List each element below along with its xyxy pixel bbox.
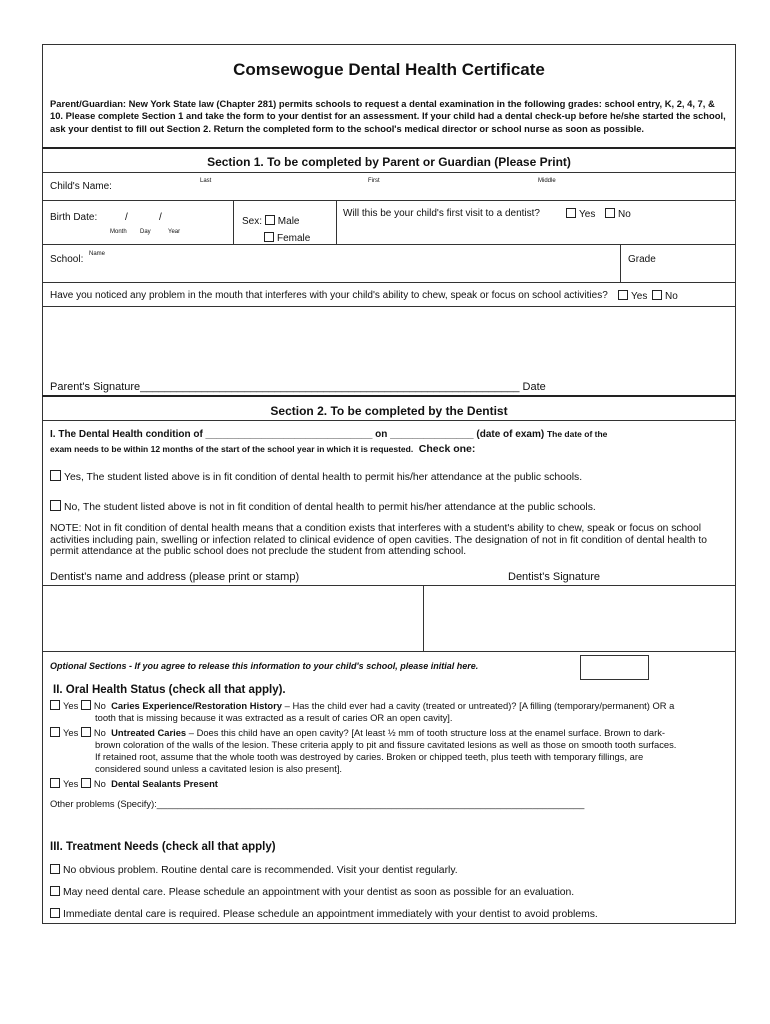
fit-yes-label: Yes, The student listed above is in fit condition of dental health to permit his/her attendance at the public schools. bbox=[64, 472, 583, 483]
date-label: Date bbox=[522, 381, 546, 393]
treatment-option-2 bbox=[50, 886, 574, 898]
caries-no-checkbox[interactable] bbox=[81, 700, 91, 710]
school-label: School: bbox=[50, 254, 84, 265]
school-name-caption: Name bbox=[89, 251, 106, 257]
untreated-yes-checkbox[interactable] bbox=[50, 727, 60, 737]
sealants-label: Dental Sealants Present bbox=[111, 778, 218, 789]
dentist-name-label: Dentist's name and address (please print or stamp) bbox=[50, 571, 300, 583]
page-title: Comsewogue Dental Health Certificate bbox=[233, 60, 545, 79]
first-name-caption: First bbox=[368, 178, 380, 184]
untreated-text-2: brown coloration of the walls of the lesion. These criteria apply to pit and fissure cavitated lesions as well as those on smooth tooth surfaces. bbox=[95, 739, 677, 750]
date-slash: / bbox=[125, 212, 128, 223]
divider bbox=[42, 244, 736, 245]
untreated-no-checkbox[interactable] bbox=[81, 727, 91, 737]
sex-text: Sex: bbox=[242, 216, 263, 227]
untreated-text-3: If retained root, assume that the whole tooth was destroyed by caries. Broken or chipped teeth, plus teeth with temporary fillings, are bbox=[95, 751, 644, 762]
divider bbox=[42, 651, 736, 652]
divider bbox=[42, 200, 736, 201]
condition-text: I. The Dental Health condition of ______________________________ on _______________ (date of exam) bbox=[50, 429, 545, 440]
month-caption: Month bbox=[110, 229, 127, 235]
divider bbox=[42, 420, 736, 421]
caries-text-2: tooth that is missing because it was extracted as a result of caries OR an open cavity]. bbox=[95, 712, 453, 723]
exam-window-text: exam needs to be within 12 months of the start of the school year in which it is requested. bbox=[50, 444, 414, 454]
divider bbox=[42, 395, 736, 397]
day-caption: Day bbox=[140, 229, 151, 235]
fit-no-checkbox[interactable] bbox=[50, 500, 61, 511]
divider bbox=[42, 147, 736, 149]
dentist-signature-label: Dentist's Signature bbox=[508, 571, 600, 583]
fit-yes-option bbox=[50, 470, 582, 483]
parent-signature-line[interactable] bbox=[50, 381, 546, 393]
divider bbox=[620, 244, 621, 282]
exam-window-line bbox=[50, 443, 475, 455]
divider bbox=[336, 200, 337, 244]
divider bbox=[233, 200, 234, 244]
no-label: No bbox=[93, 700, 106, 711]
male-label: Male bbox=[277, 216, 300, 227]
caries-text: – Has the child ever had a cavity (treated or untreated)? [A filling (temporary/permanent) OR a bbox=[284, 700, 675, 711]
sex-label bbox=[242, 215, 299, 227]
first-visit-no-checkbox[interactable] bbox=[605, 208, 615, 218]
first-visit-question: Will this be your child's first visit to a dentist? bbox=[343, 208, 540, 219]
divider bbox=[42, 585, 736, 586]
untreated-text-4: considered sound unless a cavitated lesion is also present]. bbox=[95, 763, 343, 774]
treatment-option-1 bbox=[50, 864, 458, 876]
no-label: No bbox=[93, 727, 106, 738]
no-label: No bbox=[618, 209, 631, 220]
grade-label: Grade bbox=[628, 254, 656, 265]
untreated-text: – Does this child have an open cavity? [At least ½ mm of tooth structure loss at the enamel surface. Brown to dark- bbox=[188, 727, 666, 738]
form-frame bbox=[42, 44, 736, 924]
date-slash: / bbox=[159, 212, 162, 223]
childs-name-label: Child's Name: bbox=[50, 181, 112, 192]
check-one-label: Check one: bbox=[418, 443, 476, 455]
sealants-no-checkbox[interactable] bbox=[81, 778, 91, 788]
other-problems-line[interactable]: Other problems (Specify):__________________________________________________________________________________ bbox=[50, 798, 585, 809]
divider bbox=[42, 306, 736, 307]
treatment-3-checkbox[interactable] bbox=[50, 908, 60, 918]
female-checkbox[interactable] bbox=[264, 232, 274, 242]
treatment-1-checkbox[interactable] bbox=[50, 864, 60, 874]
yes-label: Yes bbox=[579, 209, 596, 220]
problem-no-checkbox[interactable] bbox=[652, 290, 662, 300]
fit-no-label: No, The student listed above is not in fit condition of dental health to permit his/her attendance at the public schools. bbox=[64, 502, 596, 513]
treatment-3-label: Immediate dental care is required. Please schedule an appointment immediately with your dentist to avoid problems. bbox=[63, 909, 598, 920]
oral-health-heading: II. Oral Health Status (check all that apply). bbox=[53, 684, 286, 696]
untreated-row bbox=[50, 727, 665, 738]
birth-date-label: Birth Date: bbox=[50, 212, 98, 223]
yes-label: Yes bbox=[63, 700, 79, 711]
divider bbox=[42, 282, 736, 283]
first-visit-no bbox=[605, 208, 631, 220]
parent-signature-label: Parent's Signature bbox=[50, 381, 141, 393]
yes-label: Yes bbox=[63, 778, 79, 789]
sealants-row bbox=[50, 778, 218, 789]
optional-notice: Optional Sections - If you agree to release this information to your child's school, please initial here. bbox=[50, 661, 479, 671]
caries-label: Caries Experience/Restoration History bbox=[111, 700, 283, 711]
female-option bbox=[264, 232, 310, 244]
signature-blank: ______________________________________________________________ bbox=[140, 381, 520, 393]
condition-text-tail: The date of the bbox=[546, 429, 608, 439]
section2-heading: Section 2. To be completed by the Dentist bbox=[270, 404, 508, 418]
year-caption: Year bbox=[168, 229, 181, 235]
divider[interactable] bbox=[423, 585, 424, 651]
treatment-option-3 bbox=[50, 908, 598, 920]
first-visit-yes-checkbox[interactable] bbox=[566, 208, 576, 218]
yes-label: Yes bbox=[631, 291, 648, 302]
no-label: No bbox=[665, 291, 678, 302]
divider bbox=[42, 172, 736, 173]
first-visit-yes bbox=[566, 208, 595, 220]
problem-yes-checkbox[interactable] bbox=[618, 290, 628, 300]
fit-yes-checkbox[interactable] bbox=[50, 470, 61, 481]
mouth-problem-question: Have you noticed any problem in the mouth that interferes with your child's ability to chew, speak or focus on school activities? bbox=[50, 290, 608, 301]
sealants-yes-checkbox[interactable] bbox=[50, 778, 60, 788]
treatment-1-label: No obvious problem. Routine dental care is recommended. Visit your dentist regularly. bbox=[63, 865, 458, 876]
problem-yes bbox=[618, 290, 647, 302]
fitness-note: NOTE: Not in fit condition of dental health means that a condition exists that interferes with a student's ability to chew, speak or focus on school activities including pain, swelling or infection related to clinical evidence of open cavities. The designation of not in fit condition of dental health to permit attendance at the public school does not preclude the student from attending school. bbox=[50, 523, 707, 558]
last-name-caption: Last bbox=[200, 178, 212, 184]
no-label: No bbox=[93, 778, 106, 789]
treatment-2-checkbox[interactable] bbox=[50, 886, 60, 896]
fit-no-option bbox=[50, 500, 596, 513]
caries-row bbox=[50, 700, 674, 711]
initials-box[interactable] bbox=[580, 655, 649, 680]
section1-heading: Section 1. To be completed by Parent or Guardian (Please Print) bbox=[207, 155, 571, 169]
male-checkbox[interactable] bbox=[265, 215, 275, 225]
caries-yes-checkbox[interactable] bbox=[50, 700, 60, 710]
untreated-label: Untreated Caries bbox=[111, 727, 187, 738]
dental-condition-line bbox=[50, 429, 607, 440]
middle-name-caption: Middle bbox=[538, 178, 556, 184]
yes-label: Yes bbox=[63, 727, 79, 738]
treatment-2-label: May need dental care. Please schedule an appointment with your dentist as soon as possible for an evaluation. bbox=[63, 887, 575, 898]
intro-text: Parent/Guardian: New York State law (Chapter 281) permits schools to request a dental examination in the following grades: school entry, K, 2, 4, 7, & 10. Please complete Section 1 and take the form to your dentist for an assessment. If your child had a dental check-up before he/she started the school, ask your dentist to fill out Section 2. Return the completed form to the school's medical director or school nurse as soon as possible. bbox=[50, 98, 726, 134]
problem-no bbox=[652, 290, 678, 302]
treatment-heading: III. Treatment Needs (check all that apply) bbox=[50, 841, 276, 853]
female-label: Female bbox=[277, 233, 311, 244]
